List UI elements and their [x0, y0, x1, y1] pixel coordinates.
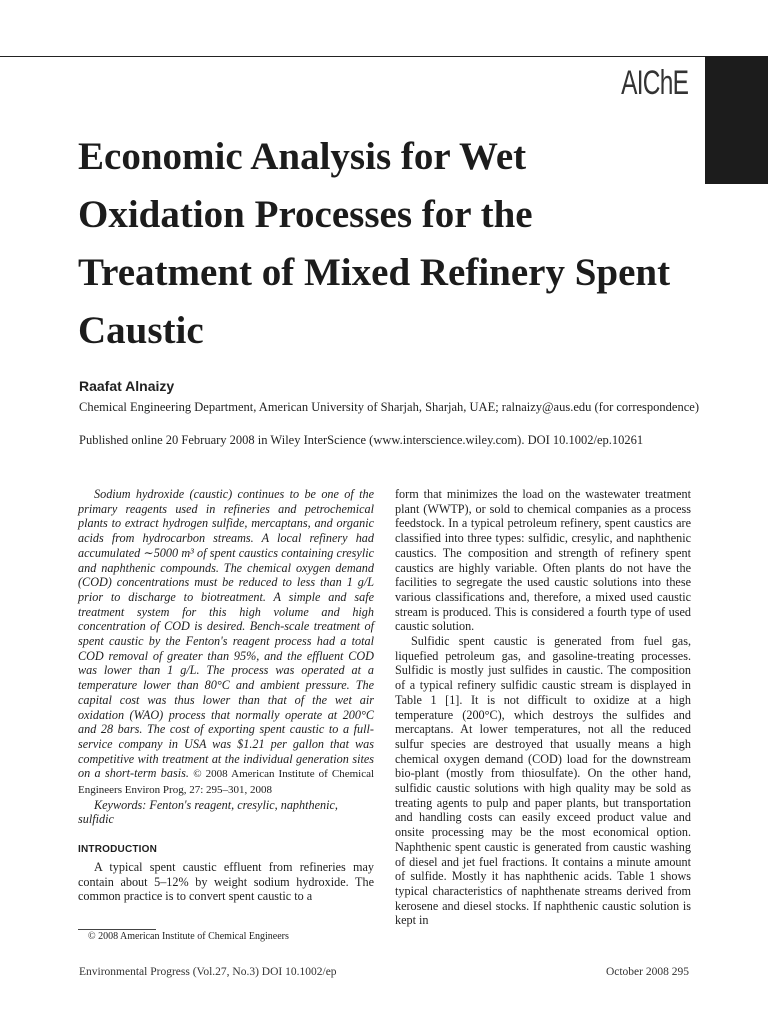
body-paragraph-1: form that minimizes the load on the wastewater treatment plant (WWTP), or sold to chemical companies as a process feedstock. In a typical petroleum refinery, spent caustics are classified into three types: sulfidic, cresylic, and naphthenic caustics. The composition and strength of refinery spent caustics are highly variable. Often plants do not have the facilities to segregate the used caustic solutions into these various classifications and, therefore, a mixed used caustic stream is produced. This is considered a fourth type of used caustic solution. [395, 487, 691, 634]
abstract-citation: © 2008 American Institute of Chemical Engineers Environ Prog, 27: 295–301, 2008 [78, 768, 375, 797]
author-name: Raafat Alnaizy [79, 378, 175, 394]
footer-date-page: October 2008 295 [605, 966, 689, 978]
author-affiliation: Chemical Engineering Department, American University of Sharjah, Sharjah, UAE; ralnaizy@aus.edu (for correspondence) [79, 400, 699, 414]
body-paragraph-2: Sulfidic spent caustic is generated from fuel gas, liquefied petroleum gas, and gasoline-treating processes. Sulfidic is mostly just sulfides in caustic. The composition of a typical refinery sulfidic caustic stream is displayed in Table 1 [1]. It is not difficult to oxidize at a high temperature (200°C), which destroys the sulfides and mercaptans. At lower temperatures, not all the reduced sulfur species are destroyed that usually means a high chemical oxygen demand (COD) load for the downstream bio-plant (mostly from thiosulfate). On the other hand, sulfidic caustic solutions with high quality may be sold as treating agents to pulp and paper plants, but transportation and handling costs can easily exceed product value and onsite processing may be the most economical option. Naphthenic spent caustic is generated from caustic washing of diesel and jet fuel fractions. It contains a minute amount of sulfide. Mostly it has naphthenic acids. Table 1 shows typical characteristics of naphthenate streams derived from kerosene and diesel stocks. If naphthenic caustic solution is kept in [395, 634, 691, 928]
footer-journal: Environmental Progress (Vol.27, No.3) DOI 10.1002/ep [79, 966, 337, 978]
abstract-text: Sodium hydroxide (caustic) continues to be one of the primary reagents used in refineries and petrochemical plants to extract hydrogen sulfide, mercaptans, and organic acids from hydrocarbon streams. A local refinery had accumulated ∼5000 m³ of spent caustics containing cresylic and naphthenic compounds. The chemical oxygen demand (COD) concentrations must be reduced to less than 1 g/L prior to discharge to biotreatment. A simple and safe treatment system for this high volume and high concentration of COD is desired. Bench-scale treatment of spent caustic by the Fenton's reagent process had a total COD removal of greater than 95%, and the effluent COD was lower than 1 g/L. The process was operated at a temperature lower than 80°C and ambient pressure. The capital cost was thus lower than that of the wet air oxidation (WAO) process that normally operate at 200°C and 28 bars. The cost of exporting spent caustic to a full-service company in USA was $1.21 per gallon that was competitive with treatment at the individual generation sites on a short-term basis. [78, 487, 374, 781]
right-column [395, 487, 691, 928]
copyright-footnote: © 2008 American Institute of Chemical Engineers [88, 931, 289, 942]
keywords: Keywords: Fenton's reagent, cresylic, naphthenic, sulfidic [78, 797, 338, 827]
publication-info: Published online 20 February 2008 in Wiley InterScience (www.interscience.wiley.com). DOI 10.1002/ep.10261 [79, 433, 644, 447]
intro-paragraph: A typical spent caustic effluent from refineries may contain about 5–12% by weight sodium hydroxide. The common practice is to convert spent caustic to a [78, 859, 374, 904]
footnote-rule [78, 929, 156, 930]
top-rule [0, 56, 706, 57]
introduction-heading: INTRODUCTION [78, 844, 158, 856]
aiche-logo: AIChE [620, 64, 688, 102]
black-edge-tab [705, 56, 768, 184]
left-column [78, 487, 374, 904]
abstract [78, 487, 374, 798]
article-title: Economic Analysis for Wet Oxidation Processes for the Treatment of Mixed Refinery Spent Caustic [78, 135, 671, 352]
